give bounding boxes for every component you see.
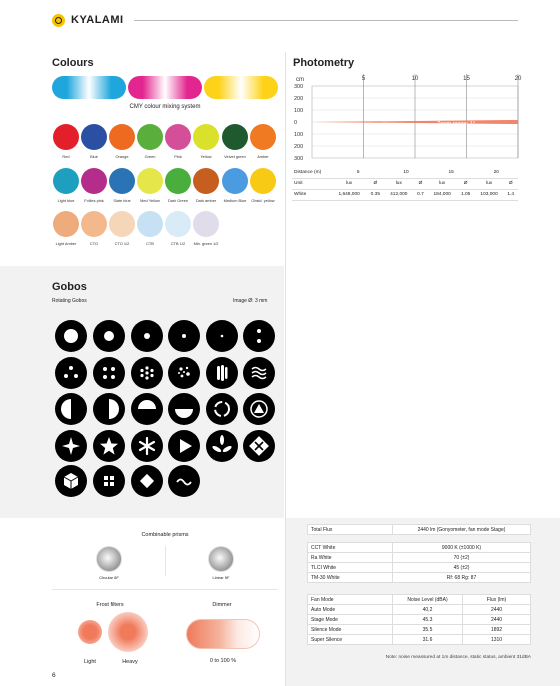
fan-mode-cell: Silence Mode	[308, 625, 393, 635]
circular-prism-icon	[96, 546, 122, 572]
swatch-label: Orange	[115, 154, 129, 159]
cmy-label: CMY colour mixing system	[129, 104, 201, 110]
fan-header-noise: Noise Level (dBA)	[393, 595, 463, 605]
ring-large-gobo-icon	[55, 320, 87, 352]
swatch-label: Green	[144, 154, 156, 159]
four-point-star-gobo-icon	[55, 430, 87, 462]
swatch-label: CTB	[146, 241, 154, 246]
asterisk-gobo-icon	[131, 430, 163, 462]
y-tick-label: 100	[294, 132, 304, 138]
value-cell: 1.4	[504, 189, 518, 200]
noise-cell: 40,2	[393, 605, 463, 615]
y-tick-label: 100	[294, 108, 304, 114]
linear-prism-icon	[208, 546, 234, 572]
swatch-label: Blue	[90, 154, 98, 159]
tri-blade-gobo-icon	[206, 430, 238, 462]
swatch-label: Yellow	[200, 154, 212, 159]
swatch-label: CTO	[89, 241, 99, 246]
dome-gobo-icon	[131, 393, 163, 425]
dimmer-title: Dimmer	[212, 602, 232, 608]
colour-swatch	[250, 124, 276, 150]
swatch-label: Dark amber	[195, 198, 217, 203]
wave-line-gobo-icon	[168, 465, 200, 497]
swatch-label: Slate blue	[113, 198, 131, 203]
prism-label-circular: Circular 6F	[99, 575, 119, 580]
fan-mode-cell: Stage Mode	[308, 615, 393, 625]
table-row	[292, 189, 518, 200]
swatch-label: Amber	[257, 154, 269, 159]
distance-20: 20	[475, 167, 518, 178]
table-row	[308, 543, 531, 553]
value-cell: 0.7	[413, 189, 427, 200]
noise-note: Note: noise meassured at 1m distance, static status, ambient 31dBA	[385, 655, 531, 660]
colour-swatch	[250, 168, 276, 194]
table-row	[308, 615, 531, 625]
colour-swatch	[193, 124, 219, 150]
colours-title: Colours	[52, 57, 94, 69]
frost-light-icon	[78, 620, 102, 644]
colour-swatch	[193, 211, 219, 237]
unit-cell: lux	[428, 178, 457, 189]
swatch-label: Obsid. yellow	[251, 198, 275, 203]
colour-swatch	[81, 168, 107, 194]
value-cell: 1.05	[457, 189, 475, 200]
zoom-range-annotation: Zoom range: 1°	[437, 121, 475, 127]
ring-medium-gobo-icon	[93, 320, 125, 352]
total-flux-label: Total Flux	[308, 525, 393, 535]
noise-cell: 31.6	[393, 635, 463, 645]
star-gobo-icon	[93, 430, 125, 462]
scatter-dots-gobo-icon	[168, 357, 200, 389]
fan-mode-cell: Super Silence	[308, 635, 393, 645]
bowl-gobo-icon	[168, 393, 200, 425]
colour-swatch	[109, 124, 135, 150]
colour-swatch	[53, 124, 79, 150]
swatch-label: Light Amber	[55, 241, 77, 246]
gobo-image-size: Image Ø: 3 mm	[233, 298, 268, 304]
unit-cell: lux	[332, 178, 366, 189]
dot-gobo-icon	[168, 320, 200, 352]
x-tick-label: 10	[411, 76, 419, 82]
triple-dots-gobo-icon	[55, 357, 87, 389]
colour-swatch	[193, 168, 219, 194]
diamond-gobo-icon	[131, 465, 163, 497]
colour-swatch	[81, 124, 107, 150]
half-circle-gobo-icon	[93, 393, 125, 425]
x-tick-label: 15	[463, 76, 470, 82]
spec-label: TLCI White	[308, 563, 393, 573]
table-row	[308, 635, 531, 645]
swatch-label: Min. green 1/2	[193, 241, 219, 246]
table-row	[308, 553, 531, 563]
yellow-gradient	[204, 76, 278, 99]
prisms-title: Combinable prisms	[141, 532, 189, 538]
table-row	[308, 573, 531, 583]
swatch-label: Red	[62, 154, 70, 159]
table-row	[308, 595, 531, 605]
broken-ring-gobo-icon	[206, 393, 238, 425]
colour-swatch	[53, 168, 79, 194]
y-tick-label: 300	[294, 156, 304, 162]
bars-gobo-icon	[206, 357, 238, 389]
table-row	[308, 525, 531, 535]
frost-title: Frost filters	[96, 602, 124, 608]
value-cell: 412,000	[384, 189, 413, 200]
fan-header-mode: Fan Mode	[308, 595, 393, 605]
gobos-title: Gobos	[52, 281, 87, 293]
chart-grid	[312, 74, 518, 158]
flux-cell: 2440	[463, 605, 531, 615]
kyalami-logo-icon	[52, 14, 65, 27]
colour-swatch	[222, 124, 248, 150]
flux-cell: 1310	[463, 635, 531, 645]
value-cell: 103,000	[475, 189, 504, 200]
waves-gobo-icon	[243, 357, 275, 389]
triangle-ring-gobo-icon	[243, 393, 275, 425]
unit-header: Unit	[292, 178, 332, 189]
prism-label-linear: Linear 5F	[212, 575, 230, 580]
colour-swatch	[165, 211, 191, 237]
swatch-label: Velvet green	[224, 154, 246, 159]
unit-cell: lux	[475, 178, 504, 189]
swatch-label: Pink	[174, 154, 182, 159]
colour-swatch	[109, 211, 135, 237]
flux-cell: 2440	[463, 615, 531, 625]
distance-5: 5	[332, 167, 384, 178]
colour-swatch	[137, 168, 163, 194]
table-row	[308, 563, 531, 573]
distance-10: 10	[384, 167, 427, 178]
unit-cell: lux	[384, 178, 413, 189]
grid-squares-gobo-icon	[93, 465, 125, 497]
fan-header-flux: Flux (lm)	[463, 595, 531, 605]
x-tick-label: 5	[361, 76, 366, 82]
spec-value: 9000 K (±1000 K)	[393, 543, 531, 553]
distance-15: 15	[428, 167, 475, 178]
ring-small-gobo-icon	[131, 320, 163, 352]
unit-cell: Ø	[504, 178, 518, 189]
swatch-label: Med Yellow	[140, 198, 160, 203]
swatch-label: Dark Green	[167, 198, 189, 203]
colour-quality-table	[307, 542, 531, 583]
y-tick-label: 200	[294, 96, 304, 102]
frost-heavy-icon	[108, 612, 148, 652]
x-tick-label: 20	[514, 76, 522, 82]
fan-mode-table	[307, 594, 531, 645]
brand-name: KYALAMI	[71, 14, 124, 26]
colour-swatch	[137, 124, 163, 150]
table-row	[308, 605, 531, 615]
y-tick-label: 200	[294, 144, 304, 150]
swatch-label: Light blue	[57, 198, 75, 203]
fan-mode-cell: Auto Mode	[308, 605, 393, 615]
half-moon-gobo-icon	[55, 393, 87, 425]
table-row	[292, 178, 518, 189]
gobos-subtitle: Rotating Gobos	[52, 298, 87, 304]
frost-light-label: Light	[84, 659, 96, 665]
unit-cell: Ø	[366, 178, 384, 189]
prism-rule	[52, 589, 278, 590]
colour-swatch	[109, 168, 135, 194]
table-row	[292, 167, 518, 178]
spec-label: Ra White	[308, 553, 393, 563]
header-rule	[134, 20, 518, 21]
spec-value: 45 (±2)	[393, 563, 531, 573]
y-tick-label: 300	[294, 84, 304, 90]
total-flux-value: 2440 lm (Gonyometer, fan mode Stage)	[393, 525, 531, 535]
cross-square-gobo-icon	[243, 430, 275, 462]
y-tick-label: 0	[294, 120, 298, 126]
page-header	[52, 10, 518, 30]
dimmer-gradient	[186, 619, 260, 649]
colour-swatch	[165, 124, 191, 150]
swatch-label: Medium Blue	[223, 198, 247, 203]
noise-cell: 35.5	[393, 625, 463, 635]
table-row	[308, 625, 531, 635]
flux-cell: 1892	[463, 625, 531, 635]
chart-x-label: cm	[296, 77, 304, 83]
spec-value: 70 (±2)	[393, 553, 531, 563]
play-gobo-icon	[168, 430, 200, 462]
frost-heavy-label: Heavy	[122, 659, 138, 665]
noise-cell: 45.3	[393, 615, 463, 625]
cyan-gradient	[52, 76, 126, 99]
distance-header: Distance (m)	[292, 167, 332, 178]
dot-tiny-gobo-icon	[206, 320, 238, 352]
cube-gobo-icon	[55, 465, 87, 497]
photometry-chart	[292, 70, 520, 160]
two-dots-gobo-icon	[243, 320, 275, 352]
dimmer-range: 0 to 100 %	[209, 658, 237, 664]
colour-swatch	[137, 211, 163, 237]
swatch-label: CTB 1/2	[170, 241, 186, 246]
photometry-title: Photometry	[293, 57, 355, 69]
spec-label: CCT White	[308, 543, 393, 553]
unit-cell: Ø	[413, 178, 427, 189]
colour-swatch	[53, 211, 79, 237]
colour-swatch	[222, 168, 248, 194]
colour-swatch	[165, 168, 191, 194]
swatch-label: CTO 1/2	[114, 241, 130, 246]
unit-cell: Ø	[457, 178, 475, 189]
flower-dots-gobo-icon	[131, 357, 163, 389]
value-cell: 0.35	[366, 189, 384, 200]
prism-divider	[165, 546, 166, 576]
four-dots-gobo-icon	[93, 357, 125, 389]
total-flux-table	[307, 524, 531, 535]
page-number: 6	[52, 672, 56, 679]
photometry-table	[292, 167, 518, 201]
spec-label: TM-30 White	[308, 573, 393, 583]
value-cell: 1,648,000	[332, 189, 366, 200]
colour-swatch	[81, 211, 107, 237]
magenta-gradient	[128, 76, 202, 99]
row-label-white: White	[292, 189, 332, 200]
spec-value: Rf: 68 Rg: 87	[393, 573, 531, 583]
value-cell: 184,000	[428, 189, 457, 200]
swatch-label: Follies pink	[84, 198, 104, 203]
